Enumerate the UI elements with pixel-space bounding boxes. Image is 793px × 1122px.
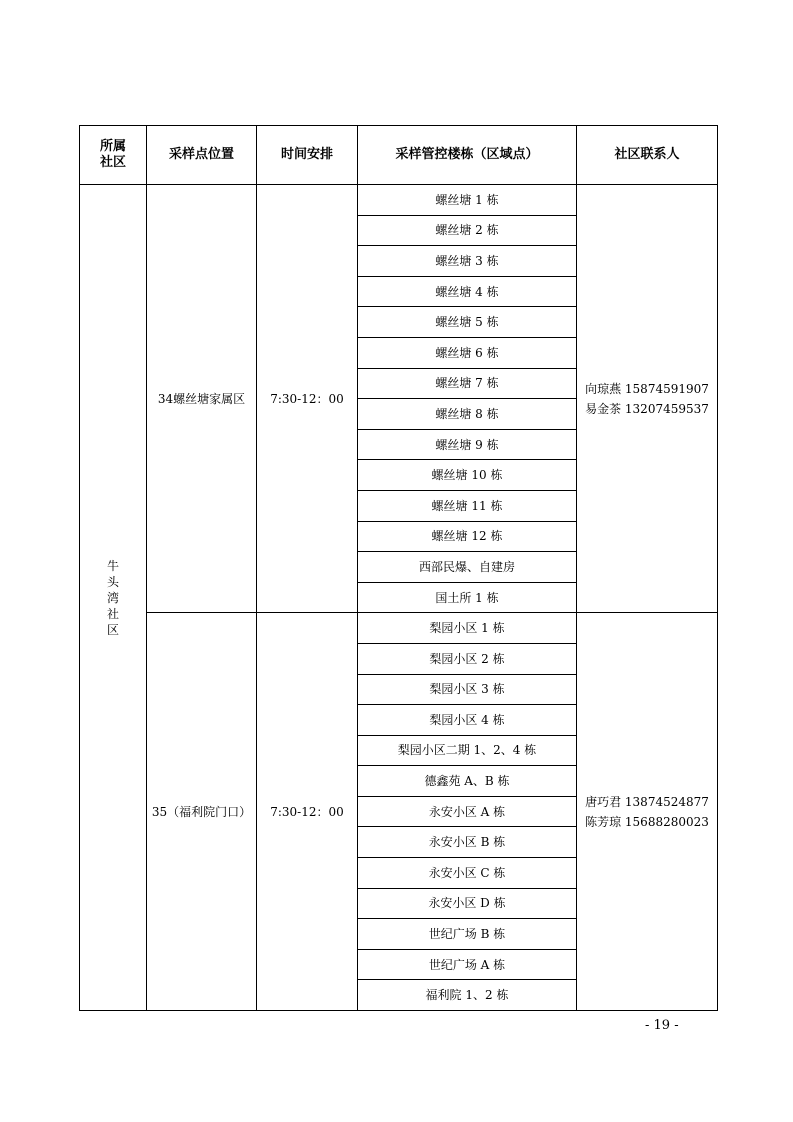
building-cell: 螺丝塘 8 栋 [358, 399, 577, 430]
contact-entry: 陈芳琼 15688280023 [585, 814, 709, 829]
time-cell: 7:30-12：00 [257, 613, 358, 1011]
community-cell [80, 185, 147, 1011]
building-cell: 螺丝塘 5 栋 [358, 307, 577, 338]
building-cell: 梨园小区 3 栋 [358, 674, 577, 705]
contact-entry: 唐巧君 13874524877 [585, 794, 709, 809]
building-cell: 梨园小区二期 1、2、4 栋 [358, 735, 577, 766]
building-cell: 国土所 1 栋 [358, 582, 577, 613]
header-buildings: 采样管控楼栋（区域点） [358, 126, 577, 185]
table-row [80, 185, 718, 216]
site-cell: 35（福利院门口） [147, 613, 257, 1011]
community-char: 湾 [106, 590, 119, 605]
building-cell: 永安小区 B 栋 [358, 827, 577, 858]
community-char: 社 [106, 606, 119, 621]
building-cell: 螺丝塘 2 栋 [358, 215, 577, 246]
community-char: 区 [106, 622, 119, 637]
page-number: - 19 - [645, 1018, 679, 1033]
sampling-schedule-table [79, 125, 718, 1011]
community-char: 牛 [106, 558, 119, 573]
building-cell: 螺丝塘 4 栋 [358, 276, 577, 307]
contact-cell [577, 613, 718, 1011]
header-time: 时间安排 [257, 126, 358, 185]
building-cell: 螺丝塘 9 栋 [358, 429, 577, 460]
building-cell: 永安小区 D 栋 [358, 888, 577, 919]
contact-cell [577, 185, 718, 613]
building-cell: 永安小区 A 栋 [358, 796, 577, 827]
header-contact: 社区联系人 [577, 126, 718, 185]
community-char: 头 [106, 574, 119, 589]
header-community-line1: 所属 [99, 139, 126, 154]
building-cell: 螺丝塘 1 栋 [358, 185, 577, 216]
building-cell: 螺丝塘 3 栋 [358, 246, 577, 277]
site-cell: 34螺丝塘家属区 [147, 185, 257, 613]
building-cell: 德鑫苑 A、B 栋 [358, 766, 577, 797]
building-cell: 螺丝塘 11 栋 [358, 490, 577, 521]
contact-entry: 向琼燕 15874591907 [585, 381, 709, 396]
building-cell: 永安小区 C 栋 [358, 858, 577, 889]
building-cell: 螺丝塘 6 栋 [358, 337, 577, 368]
building-cell: 梨园小区 2 栋 [358, 643, 577, 674]
header-site: 采样点位置 [147, 126, 257, 185]
building-cell: 螺丝塘 10 栋 [358, 460, 577, 491]
building-cell: 螺丝塘 12 栋 [358, 521, 577, 552]
building-cell: 福利院 1、2 栋 [358, 980, 577, 1011]
building-cell: 螺丝塘 7 栋 [358, 368, 577, 399]
header-community [80, 126, 147, 185]
table-header-row [80, 126, 718, 185]
building-cell: 梨园小区 1 栋 [358, 613, 577, 644]
building-cell: 西部民爆、自建房 [358, 552, 577, 583]
building-cell: 世纪广场 B 栋 [358, 919, 577, 950]
time-cell: 7:30-12：00 [257, 185, 358, 613]
table-row [80, 613, 718, 644]
header-community-line2: 社区 [99, 155, 126, 170]
building-cell: 世纪广场 A 栋 [358, 949, 577, 980]
building-cell: 梨园小区 4 栋 [358, 705, 577, 736]
contact-entry: 易金茶 13207459537 [585, 401, 709, 416]
table-body [80, 185, 718, 1011]
